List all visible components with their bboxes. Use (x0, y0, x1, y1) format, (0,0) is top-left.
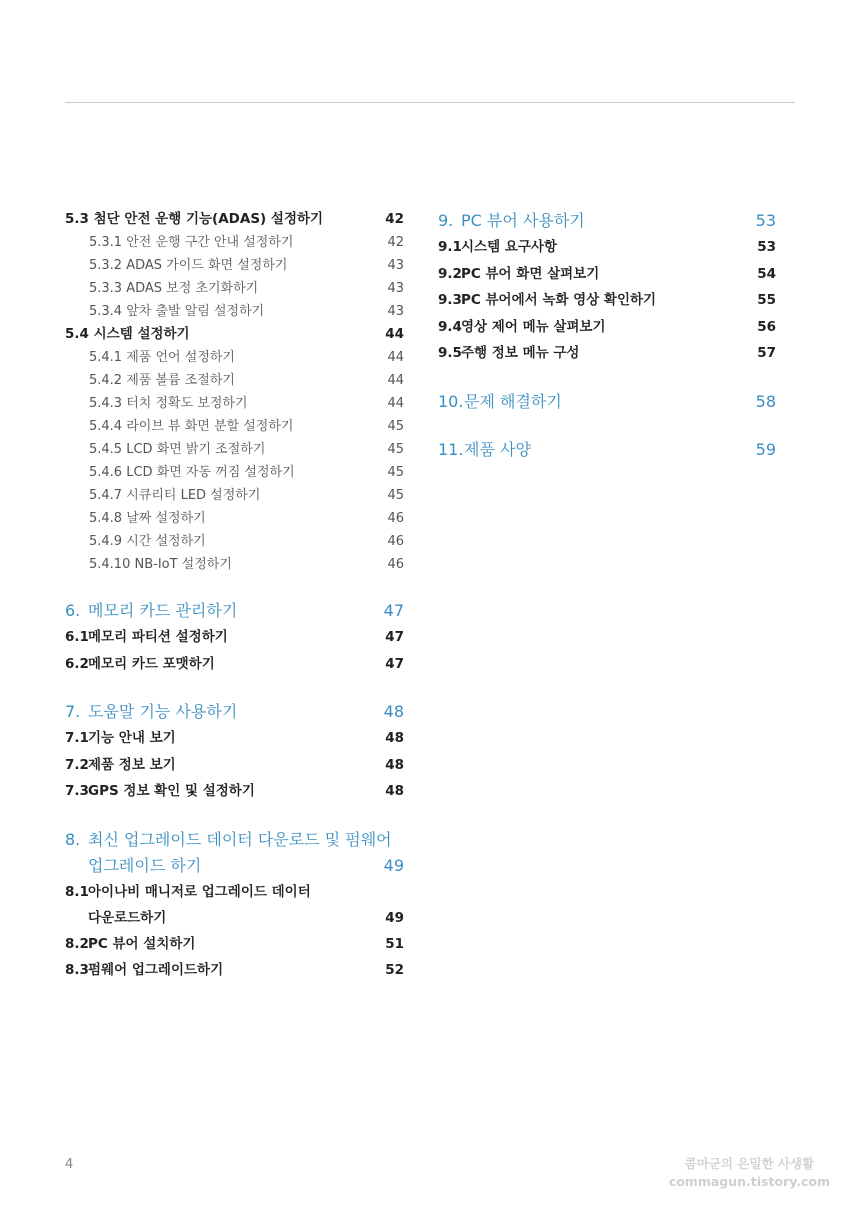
item-number: 9.3 (438, 292, 462, 308)
toc-page: 48 (383, 702, 404, 721)
toc-page: 51 (385, 935, 404, 952)
toc-entry-9-3[interactable] (438, 287, 776, 314)
toc-entry-5-3-2[interactable] (65, 254, 404, 277)
toc-title: 5.3.4 앞차 출발 알림 설정하기 (89, 304, 265, 319)
toc-entry-5-4-4[interactable] (65, 415, 404, 438)
toc-entry-7-1[interactable] (65, 725, 404, 752)
toc-entry-9-2[interactable] (438, 261, 776, 288)
toc-page: 55 (757, 292, 776, 308)
item-number: 8.3 (65, 962, 89, 978)
chapter-title-line2: 업그레이드 하기 (88, 855, 202, 875)
toc-entry-5-4-3[interactable] (65, 392, 404, 415)
item-number: 7.3 (65, 783, 89, 799)
toc-title: GPS 정보 확인 및 설정하기 (88, 783, 255, 799)
toc-title: 5.3.2 ADAS 가이드 화면 설정하기 (89, 258, 288, 273)
toc-page: 43 (387, 258, 404, 273)
toc-entry-5-4-9[interactable] (65, 530, 404, 553)
chapter-title-line1: 최신 업그레이드 데이터 다운로드 및 펌웨어 (88, 829, 392, 849)
toc-entry-5-3[interactable] (65, 208, 404, 231)
toc-title: 5.4.7 시큐리티 LED 설정하기 (89, 488, 261, 503)
toc-title: 5.4.5 LCD 화면 밝기 조절하기 (89, 442, 266, 457)
toc-entry-9-5[interactable] (438, 340, 776, 367)
item-number: 6.2 (65, 655, 89, 672)
toc-page: 45 (387, 488, 404, 503)
toc-chapter-7[interactable] (65, 699, 404, 725)
chapter-title: 도움말 기능 사용하기 (88, 702, 238, 721)
chapter-number: 10. (438, 391, 464, 411)
toc-title: 5.4 시스템 설정하기 (65, 326, 190, 342)
chapter-title: 메모리 카드 관리하기 (88, 601, 238, 620)
item-number: 6.1 (65, 629, 89, 645)
item-number: 9.1 (438, 239, 462, 255)
toc-page: 43 (387, 304, 404, 319)
toc-title: 시스템 요구사항 (461, 239, 557, 255)
chapter-number: 11. (438, 439, 464, 459)
toc-title: 5.4.6 LCD 화면 자동 꺼짐 설정하기 (89, 465, 295, 480)
toc-title: 주행 정보 메뉴 구성 (461, 345, 580, 361)
toc-title: 5.4.2 제품 볼륨 조절하기 (89, 373, 235, 388)
toc-chapter-6[interactable] (65, 598, 404, 624)
chapter-title: 문제 해결하기 (464, 391, 562, 411)
toc-page: 48 (385, 783, 404, 799)
toc-page: 45 (387, 465, 404, 480)
toc-entry-8-1[interactable] (65, 879, 404, 931)
toc-page: 45 (387, 442, 404, 457)
toc-title: 기능 안내 보기 (88, 730, 176, 746)
toc-title: 5.3.1 안전 운행 구간 안내 설정하기 (89, 235, 294, 250)
toc-entry-9-1[interactable] (438, 234, 776, 261)
toc-entry-5-4-7[interactable] (65, 484, 404, 507)
toc-page: 44 (385, 326, 404, 342)
toc-entry-6-1[interactable] (65, 624, 404, 651)
toc-entry-5-3-3[interactable] (65, 277, 404, 300)
toc-title: 5.4.1 제품 언어 설정하기 (89, 350, 235, 365)
toc-entry-9-4[interactable] (438, 314, 776, 341)
toc-entry-8-2[interactable] (65, 931, 404, 958)
toc-title: 5.4.10 NB-IoT 설정하기 (89, 557, 232, 572)
toc-title-line1: 아이나비 매니저로 업그레이드 데이터 (88, 883, 311, 900)
toc-chapter-9[interactable] (438, 208, 776, 234)
toc-title: 5.3.3 ADAS 보정 초기화하기 (89, 281, 259, 296)
toc-entry-5-3-4[interactable] (65, 300, 404, 323)
toc-entry-5-4-2[interactable] (65, 369, 404, 392)
toc-page: 46 (387, 534, 404, 549)
toc-entry-5-4-1[interactable] (65, 346, 404, 369)
toc-page: 58 (755, 391, 776, 411)
chapter-number: 9. (438, 211, 454, 230)
toc-page: 44 (387, 396, 404, 411)
toc-title: 메모리 파티션 설정하기 (88, 629, 228, 645)
toc-page: 47 (385, 655, 404, 672)
toc-page: 53 (757, 239, 776, 255)
chapter-title: PC 뷰어 사용하기 (461, 211, 585, 230)
chapter-title: 제품 사양 (464, 439, 531, 459)
toc-title: 제품 정보 보기 (88, 756, 176, 773)
toc-page: 46 (387, 557, 404, 572)
toc-title: 메모리 카드 포맷하기 (88, 655, 215, 672)
item-number: 7.1 (65, 730, 89, 746)
toc-entry-7-2[interactable] (65, 752, 404, 779)
toc-entry-5-4-5[interactable] (65, 438, 404, 461)
toc-page: 47 (383, 601, 404, 620)
toc-title: 5.4.3 터치 정확도 보정하기 (89, 396, 248, 411)
toc-page: 52 (385, 962, 404, 978)
toc-page: 49 (383, 855, 404, 875)
toc-title: PC 뷰어 설치하기 (88, 935, 196, 952)
toc-title: 5.4.4 라이브 뷰 화면 분할 설정하기 (89, 419, 294, 434)
chapter-number: 6. (65, 601, 81, 620)
chapter-number: 7. (65, 702, 81, 721)
toc-page: 59 (755, 439, 776, 459)
toc-title: PC 뷰어에서 녹화 영상 확인하기 (461, 292, 657, 308)
toc-page: 44 (387, 373, 404, 388)
toc-page: 44 (387, 350, 404, 365)
page-number: 4 (65, 1157, 74, 1172)
toc-title: 펌웨어 업그레이드하기 (88, 962, 224, 978)
toc-page: 49 (385, 909, 404, 926)
toc-entry-5-3-1[interactable] (65, 231, 404, 254)
toc-title: 5.3 첨단 안전 운행 기능(ADAS) 설정하기 (65, 211, 324, 227)
toc-page: 42 (385, 211, 404, 227)
toc-title: 영상 제어 메뉴 살펴보기 (461, 318, 606, 335)
toc-title: 5.4.8 날짜 설정하기 (89, 511, 206, 526)
watermark-line2: commagun.tistory.com (668, 1174, 830, 1189)
toc-page: 46 (387, 511, 404, 526)
toc-page: 54 (757, 265, 776, 282)
toc-page: 48 (385, 730, 404, 746)
item-number: 9.4 (438, 318, 462, 335)
watermark-line1: 콤마군의 은밀한 사생활 (684, 1156, 815, 1171)
toc-page: 53 (755, 211, 776, 230)
item-number: 9.2 (438, 265, 462, 282)
toc-entry-6-2[interactable] (65, 651, 404, 678)
toc-entry-5-4-6[interactable] (65, 461, 404, 484)
toc-page: 56 (757, 318, 776, 335)
toc-page: 47 (385, 629, 404, 645)
toc-page: 57 (757, 345, 776, 361)
toc-left-column (65, 208, 404, 984)
toc-chapter-8[interactable] (65, 827, 404, 879)
toc-entry-5-4-8[interactable] (65, 507, 404, 530)
item-number: 8.1 (65, 883, 89, 900)
toc-entry-5-4[interactable] (65, 323, 404, 346)
toc-title: 5.4.9 시간 설정하기 (89, 534, 206, 549)
toc-title: PC 뷰어 화면 살펴보기 (461, 265, 600, 282)
toc-page: 42 (387, 235, 404, 250)
toc-title-line2: 다운로드하기 (88, 909, 167, 926)
item-number: 8.2 (65, 935, 89, 952)
toc-right-column (438, 208, 776, 463)
watermark (669, 1155, 830, 1191)
toc-entry-7-3[interactable] (65, 778, 404, 805)
header-divider (65, 102, 795, 103)
toc-entry-5-4-10[interactable] (65, 553, 404, 576)
toc-chapter-10[interactable] (438, 389, 776, 415)
toc-entry-8-3[interactable] (65, 957, 404, 984)
toc-chapter-11[interactable] (438, 437, 776, 463)
chapter-number: 8. (65, 829, 81, 849)
item-number: 7.2 (65, 756, 89, 773)
item-number: 9.5 (438, 345, 462, 361)
toc-page: 43 (387, 281, 404, 296)
toc-page: 45 (387, 419, 404, 434)
toc-page: 48 (385, 756, 404, 773)
